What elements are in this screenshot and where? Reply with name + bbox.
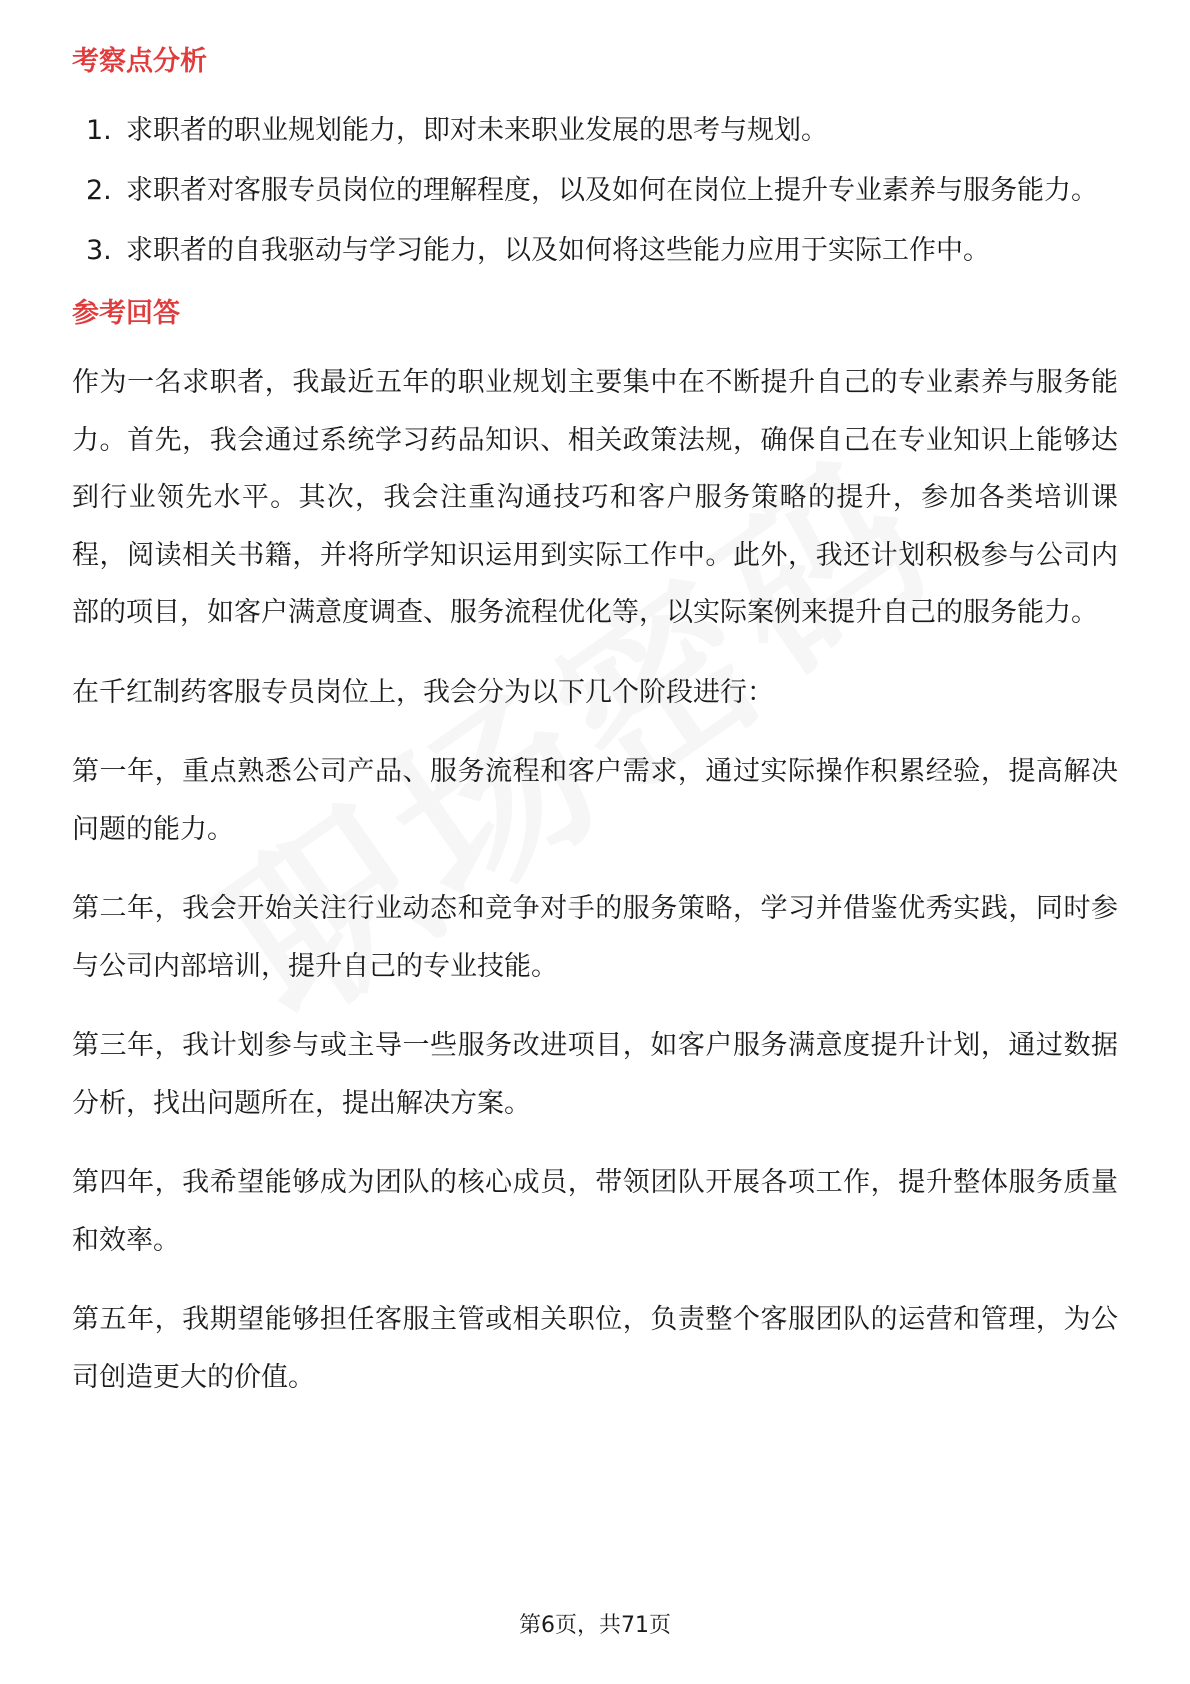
list-item-text: 求职者对客服专员岗位的理解程度，以及如何在岗位上提升专业素养与服务能力。: [126, 175, 1098, 206]
section-title-answer: 参考回答: [72, 298, 180, 329]
list-item-number: 1.: [86, 115, 112, 146]
answer-paragraph-year-5: 第五年，我期望能够担任客服主管或相关职位，负责整个客服团队的运营和管理，为公司创造更大的价值。: [72, 1304, 1118, 1393]
list-item-number: 3.: [86, 235, 112, 266]
answer-paragraph-year-1: 第一年，重点熟悉公司产品、服务流程和客户需求，通过实际操作积累经验，提高解决问题的能力。: [72, 756, 1118, 845]
answer-paragraph-year-4: 第四年，我希望能够成为团队的核心成员，带领团队开展各项工作，提升整体服务质量和效率。: [72, 1167, 1118, 1256]
answer-paragraph-year-2: 第二年，我会开始关注行业动态和竞争对手的服务策略，学习并借鉴优秀实践，同时参与公司内部培训，提升自己的专业技能。: [72, 893, 1118, 982]
list-item: [72, 162, 1118, 220]
answer-paragraph-year-3: 第三年，我计划参与或主导一些服务改进项目，如客户服务满意度提升计划，通过数据分析，找出问题所在，提出解决方案。: [72, 1030, 1118, 1119]
analysis-list: [72, 102, 1118, 280]
list-item-text: 求职者的职业规划能力，即对未来职业发展的思考与规划。: [126, 115, 828, 146]
list-item: [72, 222, 1118, 280]
list-item-number: 2.: [86, 175, 112, 206]
list-item-text: 求职者的自我驱动与学习能力，以及如何将这些能力应用于实际工作中。: [126, 235, 990, 266]
document-page: [72, 40, 1118, 1428]
list-item: [72, 102, 1118, 160]
page-number: 第6页，共71页: [519, 1613, 671, 1638]
answer-paragraph-stages: 在千红制药客服专员岗位上，我会分为以下几个阶段进行：: [72, 676, 774, 708]
section-title-analysis: 考察点分析: [72, 46, 207, 77]
answer-paragraph-intro: 作为一名求职者，我最近五年的职业规划主要集中在不断提升自己的专业素养与服务能力。首先，我会通过系统学习药品知识、相关政策法规，确保自己在专业知识上能够达到行业领先水平。其次，我会注重沟通技巧和客户服务策略的提升，参加各类培训课程，阅读相关书籍，并将所学知识运用到实际工作中。此外，我还计划积极参与公司内部的项目，如客户满意度调查、服务流程优化等，以实际案例来提升自己的服务能力。: [72, 367, 1118, 628]
